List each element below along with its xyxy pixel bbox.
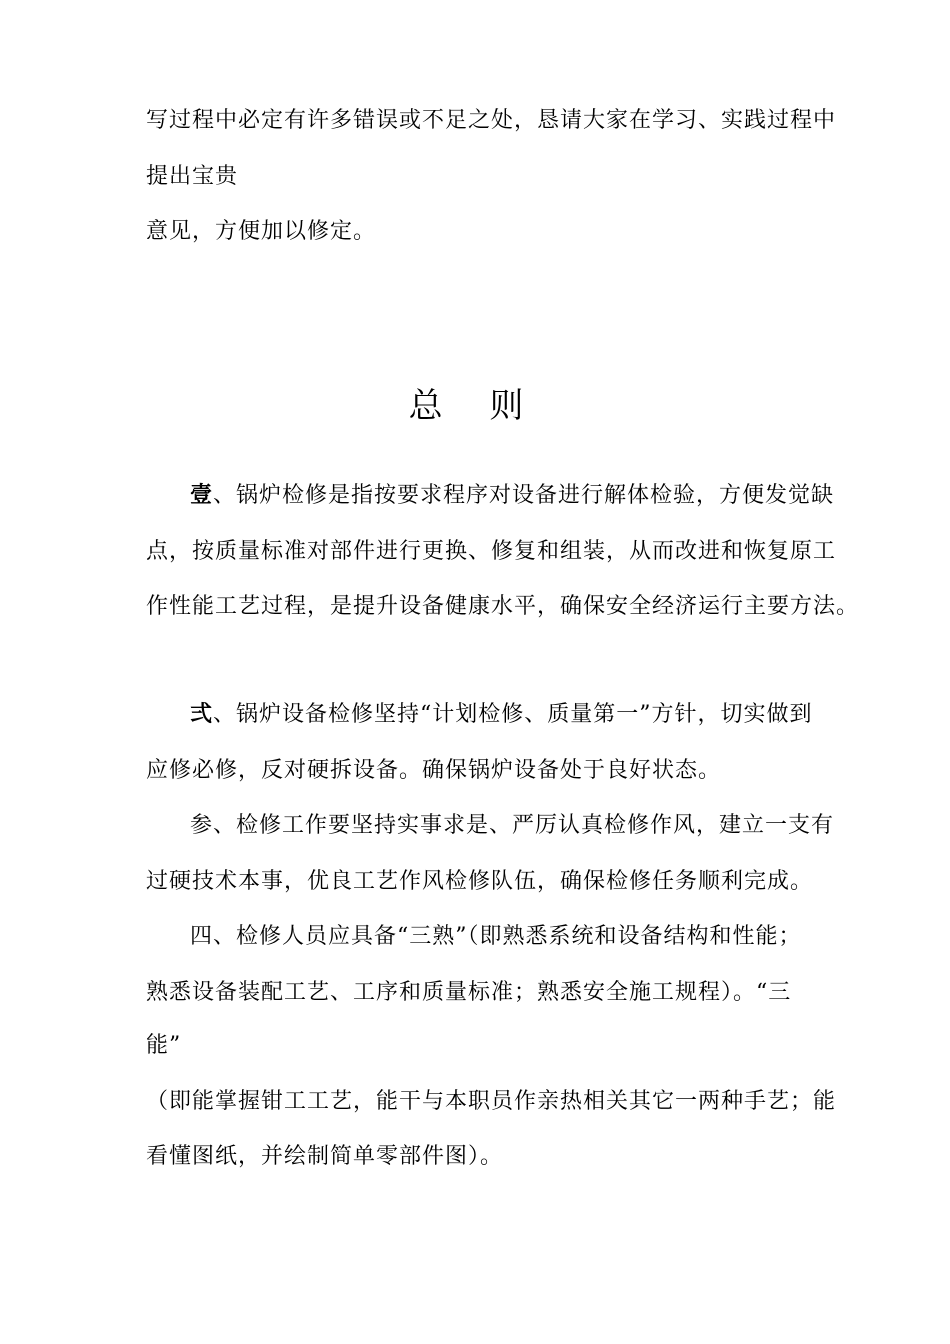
article-3-first-line: 参、检修工作要坚持实事求是、严厉认真检修作风，建立一支有: [190, 813, 835, 838]
article-text: 、锅炉设备检修坚持“计划检修、质量第一”方针，切实做到: [213, 702, 813, 727]
article-text: 、锅炉检修是指按要求程序对设备进行解体检验，方便发觉缺: [213, 483, 835, 508]
article-1-line: 作性能工艺过程，是提升设备健康水平，确保安全经济运行主要方法。: [146, 594, 860, 619]
article-number: 弍: [190, 702, 214, 727]
article-2-first-line: [190, 700, 813, 730]
article-4-first-line: 四、检修人员应具备“三熟”（即熟悉系统和设备结构和性能；: [190, 924, 802, 949]
article-3-line: 过硬技术本事，优良工艺作风检修队伍，确保检修任务顺利完成。: [146, 869, 814, 894]
preface-line: 写过程中必定有许多错误或不足之处，恳请大家在学习、实践过程中: [146, 108, 837, 133]
preface-line: 意见，方便加以修定。: [146, 219, 377, 244]
article-4-line: 能”: [146, 1033, 182, 1058]
article-number: 壹: [190, 483, 214, 508]
article-4-line: （即能掌握钳工工艺，能干与本职员作亲热相关其它一两种手艺；能: [146, 1089, 837, 1114]
article-1-line: 点，按质量标准对部件进行更换、修复和组装，从而改进和恢复原工: [146, 539, 837, 564]
section-title: 总 则: [408, 386, 542, 426]
article-4-line: 看懂图纸，并绘制简单零部件图）。: [146, 1144, 504, 1169]
article-2-line: 应修必修，反对硬拆设备。确保锅炉设备处于良好状态。: [146, 758, 722, 783]
preface-line: 提出宝贵: [146, 164, 239, 189]
article-1-first-line: [190, 481, 834, 511]
article-4-line: 熟悉设备装配工艺、工序和质量标准；熟悉安全施工规程）。“三: [146, 980, 792, 1005]
